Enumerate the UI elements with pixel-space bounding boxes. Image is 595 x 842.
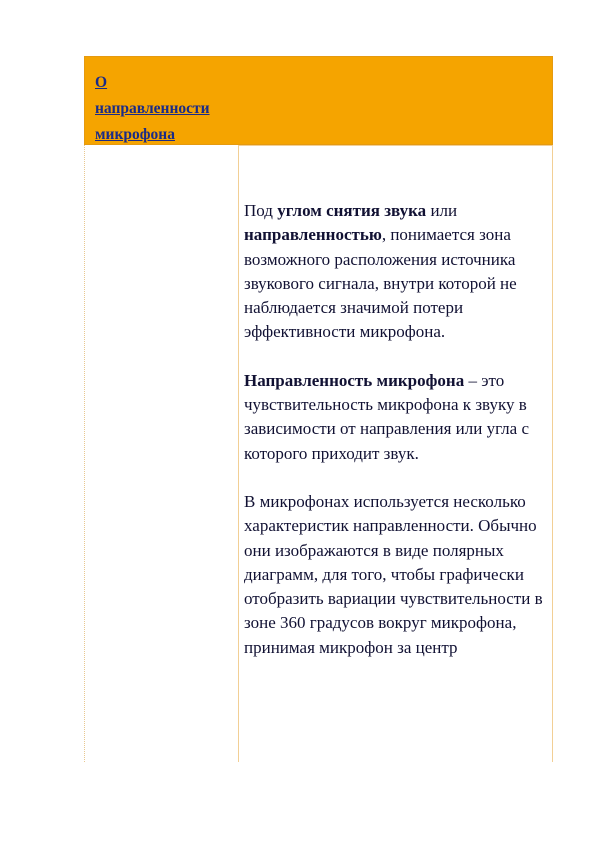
title-line-1: О [95, 74, 108, 91]
term-microphone-directivity: Направленность микрофона [244, 370, 465, 390]
term-pickup-angle: углом снятия звука [277, 201, 427, 220]
paragraph-directivity [244, 369, 550, 466]
right-table-cell [238, 145, 553, 762]
p2-rest: – это чувствительность микрофона к звуку в зависимости от направления или угла с которого приходит звук. [244, 370, 530, 463]
title-line-3: микрофона [95, 126, 175, 143]
section-title-link[interactable] [95, 70, 245, 148]
paragraph-polar: В микрофонах используется несколько характеристик направленности. Обычно они изображаются в виде полярных диаграмм, для того, чтобы графически отобразить вариации чувствительности в зоне 360 градусов вокруг микрофона, принимая микрофон за центр [244, 491, 543, 657]
title-line-2: направленности [95, 100, 210, 117]
paragraph-definition [244, 199, 550, 345]
p1-prefix: Под [244, 201, 278, 220]
p1-rest: , понимается зона возможного расположения источника звукового сигнала, внутри которой не наблюдается значимой потери эффективности микрофона. [244, 225, 517, 342]
left-table-cell [84, 145, 239, 762]
article-content [244, 199, 550, 684]
term-directivity: направленностью [244, 225, 382, 245]
p1-middle: или [426, 201, 458, 220]
header-bar [84, 56, 553, 145]
